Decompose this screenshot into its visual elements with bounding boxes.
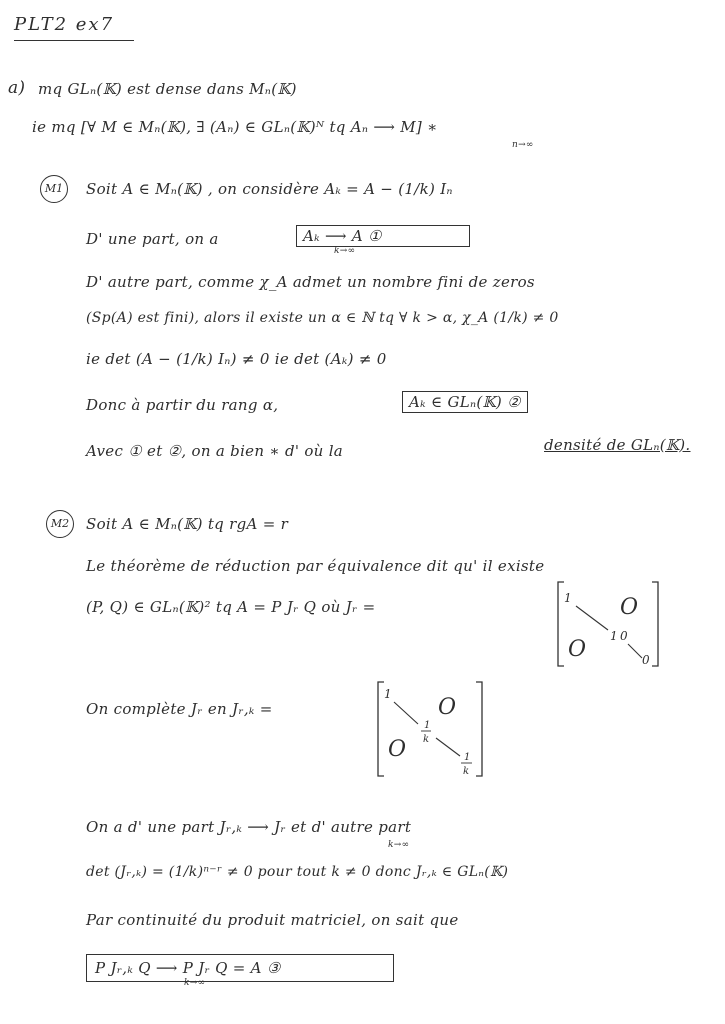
m1-line-7-density: densité de GLₙ(𝕂). xyxy=(544,436,691,454)
m1-line-6-prefix: Donc à partir du rang α, xyxy=(86,396,279,414)
matrix-jrk-zero-top: O xyxy=(438,695,457,720)
part-a-line-1: mq GLₙ(𝕂) est dense dans Mₙ(𝕂) xyxy=(38,80,297,98)
m1-line-2-subscript: k→∞ xyxy=(334,246,356,256)
matrix-jrk-zero-bottom: O xyxy=(388,737,407,762)
m1-line-4: (Sp(A) est fini), alors il existe un α ∈ ℕ tq ∀ k > α, χ_A (1/k) ≠ 0 xyxy=(86,310,559,326)
m2-line-1: Soit A ∈ Mₙ(𝕂) tq rgA = r xyxy=(86,515,289,533)
part-a-line-2-subscript: n→∞ xyxy=(512,140,534,150)
m1-line-7-prefix: Avec ① et ②, on a bien ∗ d' où la xyxy=(86,442,344,460)
matrix-jr-entry-mid: 1 xyxy=(610,629,618,643)
matrix-jr-zero-bottom: O xyxy=(568,637,587,662)
matrix-jr-entry-zero: 0 xyxy=(620,629,628,643)
matrix-jrk-entry-den: k xyxy=(423,734,430,745)
matrix-jrk xyxy=(376,680,486,780)
m1-line-2-prefix: D' une part, on a xyxy=(86,230,219,248)
m1-line-1: Soit A ∈ Mₙ(𝕂) , on considère Aₖ = A − (1/k) Iₙ xyxy=(86,180,453,198)
part-a-line-2: ie mq [∀ M ∈ Mₙ(𝕂), ∃ (Aₙ) ∈ GLₙ(𝕂)ᴺ tq Aₙ ⟶ M] ∗ xyxy=(32,118,438,136)
m2-line-5: On a d' une part Jᵣ,ₖ ⟶ Jᵣ et d' autre part xyxy=(86,818,412,836)
matrix-jrk-last-num: 1 xyxy=(464,752,471,763)
method-1-badge: M1 xyxy=(40,175,68,203)
matrix-jr-entry-1: 1 xyxy=(564,591,572,605)
method-2-badge: M2 xyxy=(46,510,74,538)
m1-line-6-boxed: Aₖ ∈ GLₙ(𝕂) ② xyxy=(402,391,528,413)
m1-line-2-boxed: Aₖ ⟶ A ① xyxy=(296,225,470,247)
matrix-jr xyxy=(556,580,666,670)
m1-line-3: D' autre part, comme χ_A admet un nombre fini de zeros xyxy=(86,273,535,291)
m2-line-2: Le théorème de réduction par équivalence dit qu' il existe xyxy=(86,557,545,575)
title-underline xyxy=(14,40,134,41)
part-a-label: a) xyxy=(8,78,26,98)
m2-line-4: On complète Jᵣ en Jᵣ,ₖ = xyxy=(86,700,273,718)
matrix-jrk-entry-num: 1 xyxy=(424,720,431,731)
m2-line-7: Par continuité du produit matriciel, on sait que xyxy=(86,911,459,929)
m2-line-8-boxed: P Jᵣ,ₖ Q ⟶ P Jᵣ Q = A ③ xyxy=(86,954,394,982)
m2-line-6: det (Jᵣ,ₖ) = (1/k)ⁿ⁻ʳ ≠ 0 pour tout k ≠ 0 donc Jᵣ,ₖ ∈ GLₙ(𝕂) xyxy=(86,864,509,880)
m1-line-5: ie det (A − (1/k) Iₙ) ≠ 0 ie det (Aₖ) ≠ 0 xyxy=(86,350,387,368)
matrix-jrk-last-den: k xyxy=(463,766,470,777)
m2-line-8-subscript: k→∞ xyxy=(184,978,206,988)
matrix-jrk-entry-1: 1 xyxy=(384,687,392,701)
m2-line-3: (P, Q) ∈ GLₙ(𝕂)² tq A = P Jᵣ Q où Jᵣ = xyxy=(86,598,376,616)
matrix-jr-entry-last: 0 xyxy=(642,653,650,667)
matrix-jr-zero-top: O xyxy=(620,595,639,620)
m2-line-5-subscript: k→∞ xyxy=(388,840,410,850)
page-title: PLT2 ex7 xyxy=(14,14,115,35)
